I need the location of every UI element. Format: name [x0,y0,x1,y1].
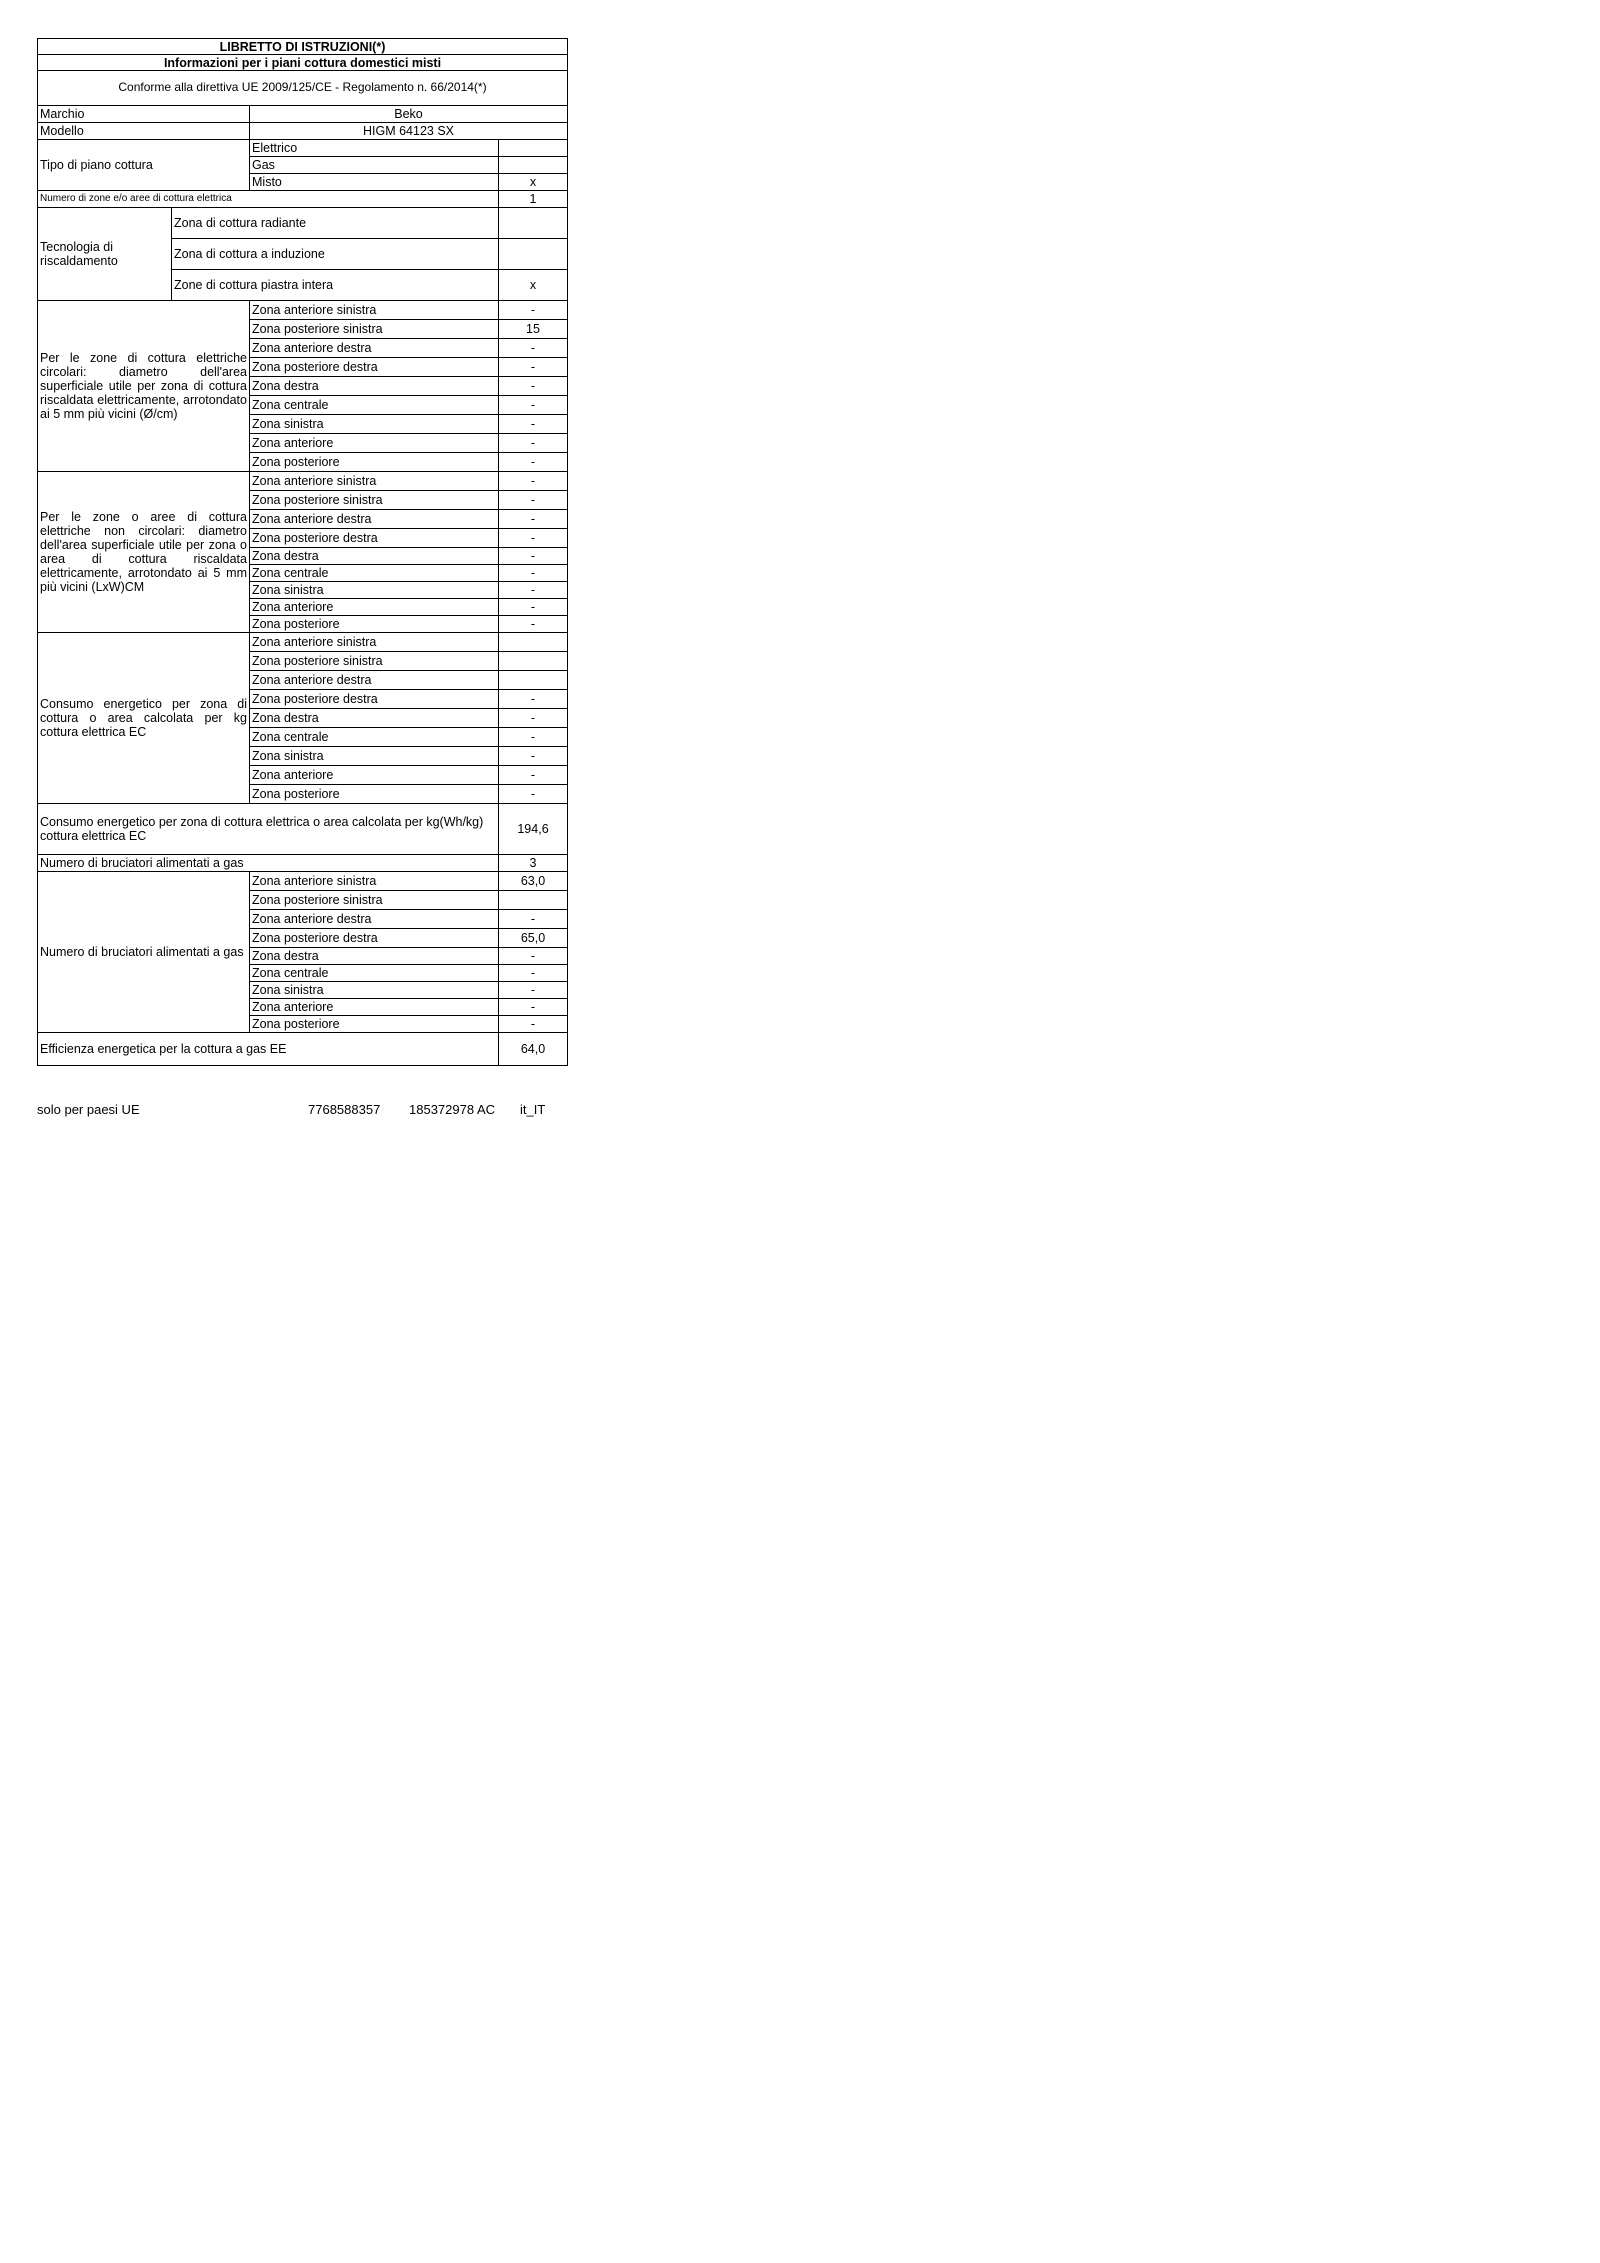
zone-value: - [499,434,568,453]
heating-tech-option-value [499,239,568,270]
hob-type-option-label: Gas [250,157,499,174]
footer [37,1102,567,1120]
heating-tech-row [38,208,568,239]
zone-label: Zona sinistra [250,415,499,434]
gas-efficiency-label: Efficienza energetica per la cottura a gas EE [38,1033,499,1066]
zone-value [499,891,568,910]
zone-label: Zona anteriore sinistra [250,633,499,652]
zone-label: Zona destra [250,948,499,965]
footer-locale: it_IT [520,1102,546,1117]
hob-type-option-label: Elettrico [250,140,499,157]
hob-type-label: Tipo di piano cottura [38,140,250,191]
gas-efficiency-value: 64,0 [499,1033,568,1066]
zone-label: Zona posteriore sinistra [250,891,499,910]
zone-value: - [499,982,568,999]
product-information-sheet [37,38,567,1066]
zone-value: - [499,582,568,599]
conformity-row [38,71,568,106]
title-row [38,39,568,55]
energy-per-zone-label: Consumo energetico per zona di cottura o area calcolata per kg cottura elettrica EC [38,633,250,804]
model-value: HIGM 64123 SX [250,123,568,140]
model-label: Modello [38,123,250,140]
zone-label: Zona sinistra [250,747,499,766]
zone-label: Zona posteriore sinistra [250,491,499,510]
zone-value: - [499,377,568,396]
brand-row [38,106,568,123]
zone-label: Zona anteriore destra [250,339,499,358]
zone-value: - [499,301,568,320]
zone-label: Zona sinistra [250,982,499,999]
zone-label: Zona anteriore sinistra [250,472,499,491]
hob-type-option-label: Misto [250,174,499,191]
zone-value: - [499,565,568,582]
footer-note: solo per paesi UE [37,1102,140,1117]
electric-zones-count-label: Numero di zone e/o aree di cottura elettrica [38,191,499,208]
zone-value: - [499,728,568,747]
zone-label: Zona posteriore destra [250,529,499,548]
zone-label: Zona centrale [250,565,499,582]
zone-label: Zona posteriore destra [250,358,499,377]
zone-label: Zona posteriore destra [250,929,499,948]
conformity-statement: Conforme alla direttiva UE 2009/125/CE - Regolamento n. 66/2014(*) [38,71,568,106]
hob-type-option-value [499,157,568,174]
hob-type-row [38,140,568,157]
heating-tech-option-value [499,208,568,239]
gas-burners-count-row [38,855,568,872]
zone-label: Zona destra [250,548,499,565]
subtitle-row [38,55,568,71]
heating-tech-option-value: x [499,270,568,301]
zone-label: Zona centrale [250,728,499,747]
zone-value: - [499,965,568,982]
zone-value [499,633,568,652]
zone-label: Zona anteriore sinistra [250,301,499,320]
zone-label: Zona posteriore sinistra [250,320,499,339]
gas-burners-count-label: Numero di bruciatori alimentati a gas [38,855,499,872]
zone-value: - [499,339,568,358]
zone-label: Zona posteriore [250,453,499,472]
heating-tech-label: Tecnologia di riscaldamento [38,208,172,301]
energy-total-label: Consumo energetico per zona di cottura elettrica o area calcolata per kg(Wh/kg) cottura elettrica EC [38,804,499,855]
energy-total-row [38,804,568,855]
zone-label: Zona anteriore [250,599,499,616]
gas-burners-count-value: 3 [499,855,568,872]
zone-value: - [499,491,568,510]
noncircular-zones-label: Per le zone o aree di cottura elettriche non circolari: diametro dell'area superficiale utile per zona o area di cottura riscaldata elettricamente, arrotondato ai 5 mm più vicini (LxW)CM [38,472,250,633]
zone-label: Zona anteriore [250,766,499,785]
zone-label: Zona anteriore [250,999,499,1016]
zone-row [38,301,568,320]
gas-burners-label: Numero di bruciatori alimentati a gas [38,872,250,1033]
zone-row [38,633,568,652]
document-title: LIBRETTO DI ISTRUZIONI(*) [38,39,568,55]
zone-label: Zona anteriore destra [250,510,499,529]
document-subtitle: Informazioni per i piani cottura domestici misti [38,55,568,71]
zone-value: - [499,453,568,472]
zone-value: - [499,415,568,434]
zone-label: Zona sinistra [250,582,499,599]
zone-value: 63,0 [499,872,568,891]
electric-zones-count-row [38,191,568,208]
zone-label: Zona anteriore sinistra [250,872,499,891]
zone-value [499,652,568,671]
zone-value: - [499,548,568,565]
circular-zones-label: Per le zone di cottura elettriche circolari: diametro dell'area superficiale utile per zona di cottura riscaldata elettricamente, arrotondato ai 5 mm più vicini (Ø/cm) [38,301,250,472]
zone-value: - [499,709,568,728]
zone-label: Zona posteriore [250,1016,499,1033]
zone-value: - [499,358,568,377]
zone-label: Zona destra [250,377,499,396]
footer-code-1: 7768588357 [308,1102,381,1117]
product-fiche-table [37,38,568,1066]
zone-value [499,671,568,690]
model-row [38,123,568,140]
zone-value: - [499,766,568,785]
zone-value: 65,0 [499,929,568,948]
gas-efficiency-row [38,1033,568,1066]
heating-tech-option-label: Zona di cottura a induzione [172,239,499,270]
energy-total-value: 194,6 [499,804,568,855]
hob-type-option-value: x [499,174,568,191]
zone-label: Zona posteriore [250,785,499,804]
brand-label: Marchio [38,106,250,123]
zone-label: Zona anteriore destra [250,910,499,929]
zone-value: - [499,999,568,1016]
zone-row [38,472,568,491]
zone-value: - [499,529,568,548]
zone-value: - [499,1016,568,1033]
zone-value: - [499,472,568,491]
zone-label: Zona posteriore destra [250,690,499,709]
zone-value: - [499,690,568,709]
brand-value: Beko [250,106,568,123]
zone-value: - [499,616,568,633]
footer-code-2: 185372978 AC [409,1102,496,1117]
zone-value: - [499,599,568,616]
heating-tech-option-label: Zone di cottura piastra intera [172,270,499,301]
zone-label: Zona posteriore sinistra [250,652,499,671]
zone-label: Zona posteriore [250,616,499,633]
zone-value: - [499,510,568,529]
zone-value: - [499,785,568,804]
zone-label: Zona anteriore destra [250,671,499,690]
zone-value: 15 [499,320,568,339]
heating-tech-option-label: Zona di cottura radiante [172,208,499,239]
zone-label: Zona centrale [250,396,499,415]
zone-label: Zona destra [250,709,499,728]
zone-row [38,872,568,891]
zone-value: - [499,747,568,766]
zone-value: - [499,396,568,415]
zone-value: - [499,910,568,929]
zone-value: - [499,948,568,965]
zone-label: Zona centrale [250,965,499,982]
zone-label: Zona anteriore [250,434,499,453]
electric-zones-count-value: 1 [499,191,568,208]
hob-type-option-value [499,140,568,157]
